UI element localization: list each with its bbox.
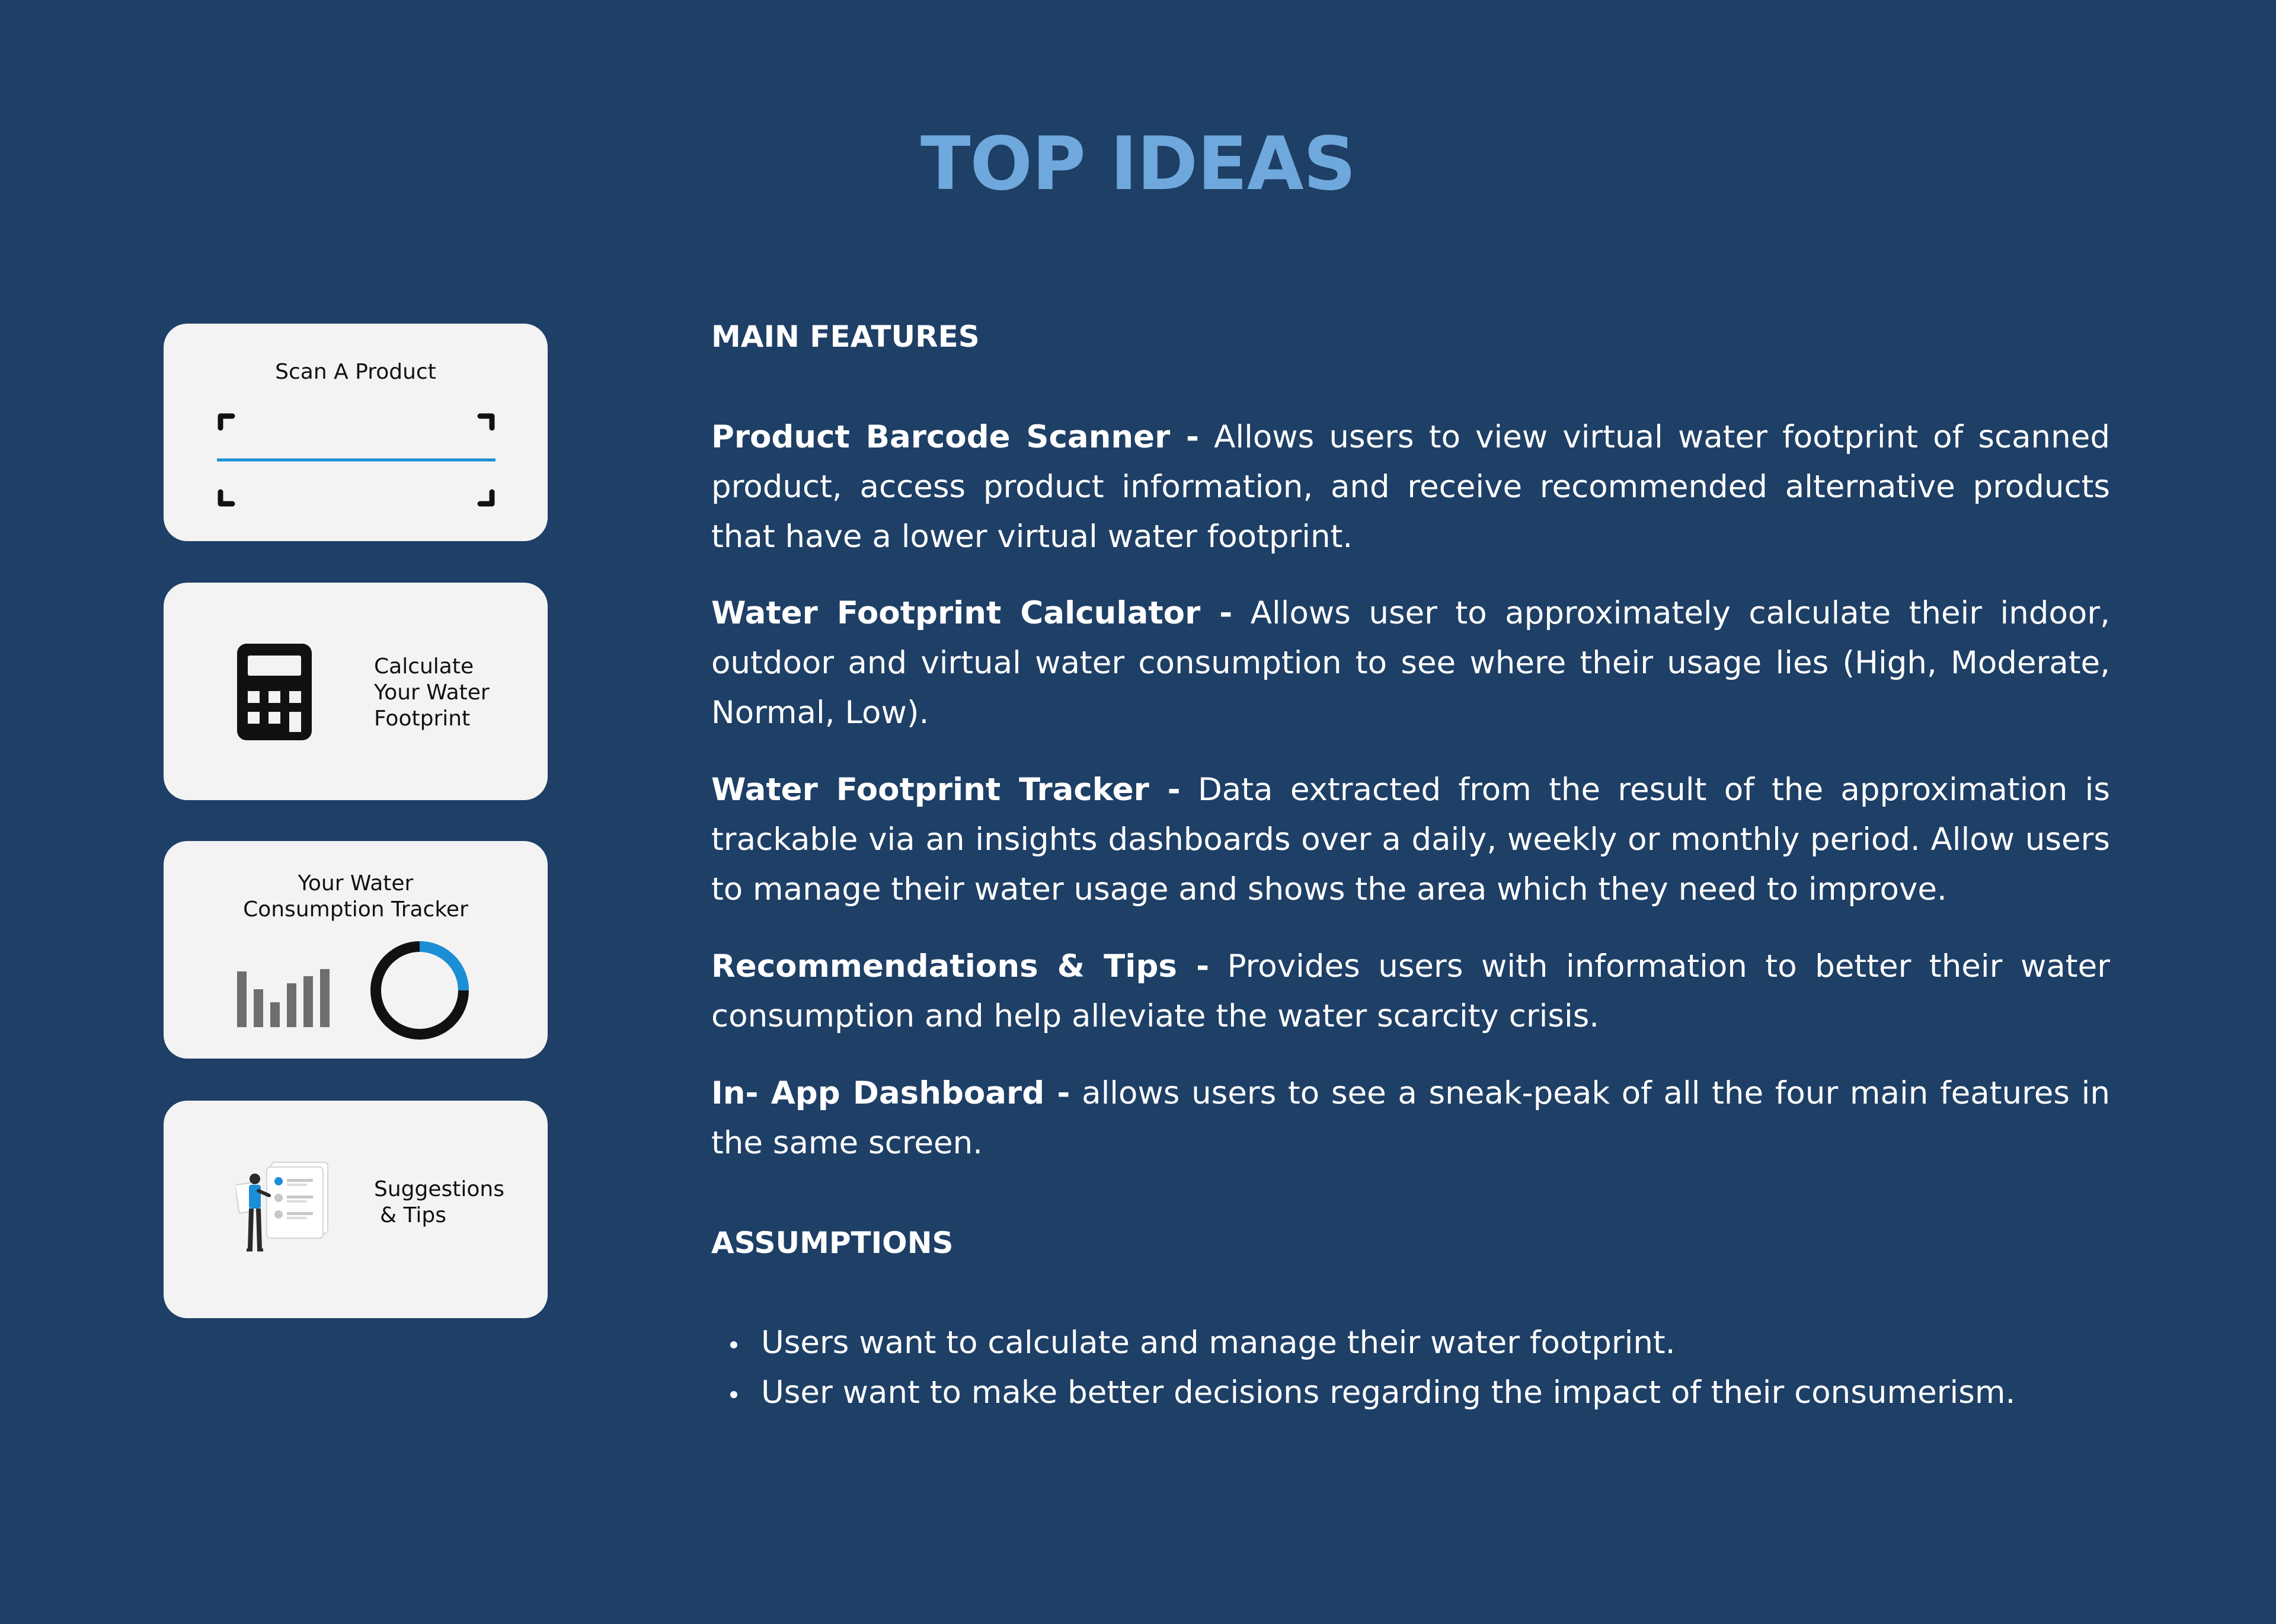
assumptions-heading: ASSUMPTIONS bbox=[711, 1226, 954, 1260]
assumptions-list bbox=[728, 1318, 2109, 1418]
calculator-card[interactable] bbox=[164, 583, 548, 800]
feature-in-app-dashboard: In- App Dashboard - allows users to see a sneak-peak of all the four main features in the same screen. bbox=[711, 1075, 2110, 1161]
feature-footprint-calculator: Water Footprint Calculator - Allows user to approximately calculate their indoor, outdoor and virtual water consumption to see where their usage lies (High, Moderate, Normal, Low). bbox=[711, 595, 2110, 731]
suggestions-label: Suggestions & Tips bbox=[374, 1177, 504, 1227]
feature-recommendations: Recommendations & Tips - Provides users with information to better their water consumption and help alleviate the water scarcity crisis. bbox=[711, 948, 2110, 1034]
bar-chart-icon bbox=[236, 954, 343, 1027]
scan-product-label: Scan A Product bbox=[275, 360, 436, 384]
tracker-label: Your Water Consumption Tracker bbox=[243, 871, 468, 922]
feature-footprint-tracker: Water Footprint Tracker - Data extracted from the result of the approximation is trackable via an insights dashboards over a daily, weekly or monthly period. Allow users to manage their water usage and shows the area which they need to improve. bbox=[711, 772, 2110, 907]
donut-progress-icon bbox=[368, 939, 471, 1042]
tracker-card[interactable] bbox=[164, 841, 548, 1059]
list-item: User want to make better decisions regarding the impact of their consumerism. bbox=[728, 1368, 2109, 1418]
person-checklist-illustration bbox=[236, 1160, 337, 1261]
calculator-icon bbox=[237, 644, 312, 740]
main-features-heading: MAIN FEATURES bbox=[711, 319, 980, 354]
suggestions-card[interactable] bbox=[164, 1101, 548, 1318]
calculator-label: Calculate Your Water Footprint bbox=[374, 654, 490, 731]
page-title: TOP IDEAS bbox=[920, 122, 1356, 207]
feature-barcode-scanner: Product Barcode Scanner - Allows users to view virtual water footprint of scanned product, access product information, and receive recommended alternative products that have a lower virtual water footprint. bbox=[711, 419, 2110, 555]
scan-product-card[interactable] bbox=[164, 324, 548, 541]
list-item: Users want to calculate and manage their water footprint. bbox=[728, 1318, 2109, 1368]
barcode-scanner-icon bbox=[217, 413, 496, 519]
